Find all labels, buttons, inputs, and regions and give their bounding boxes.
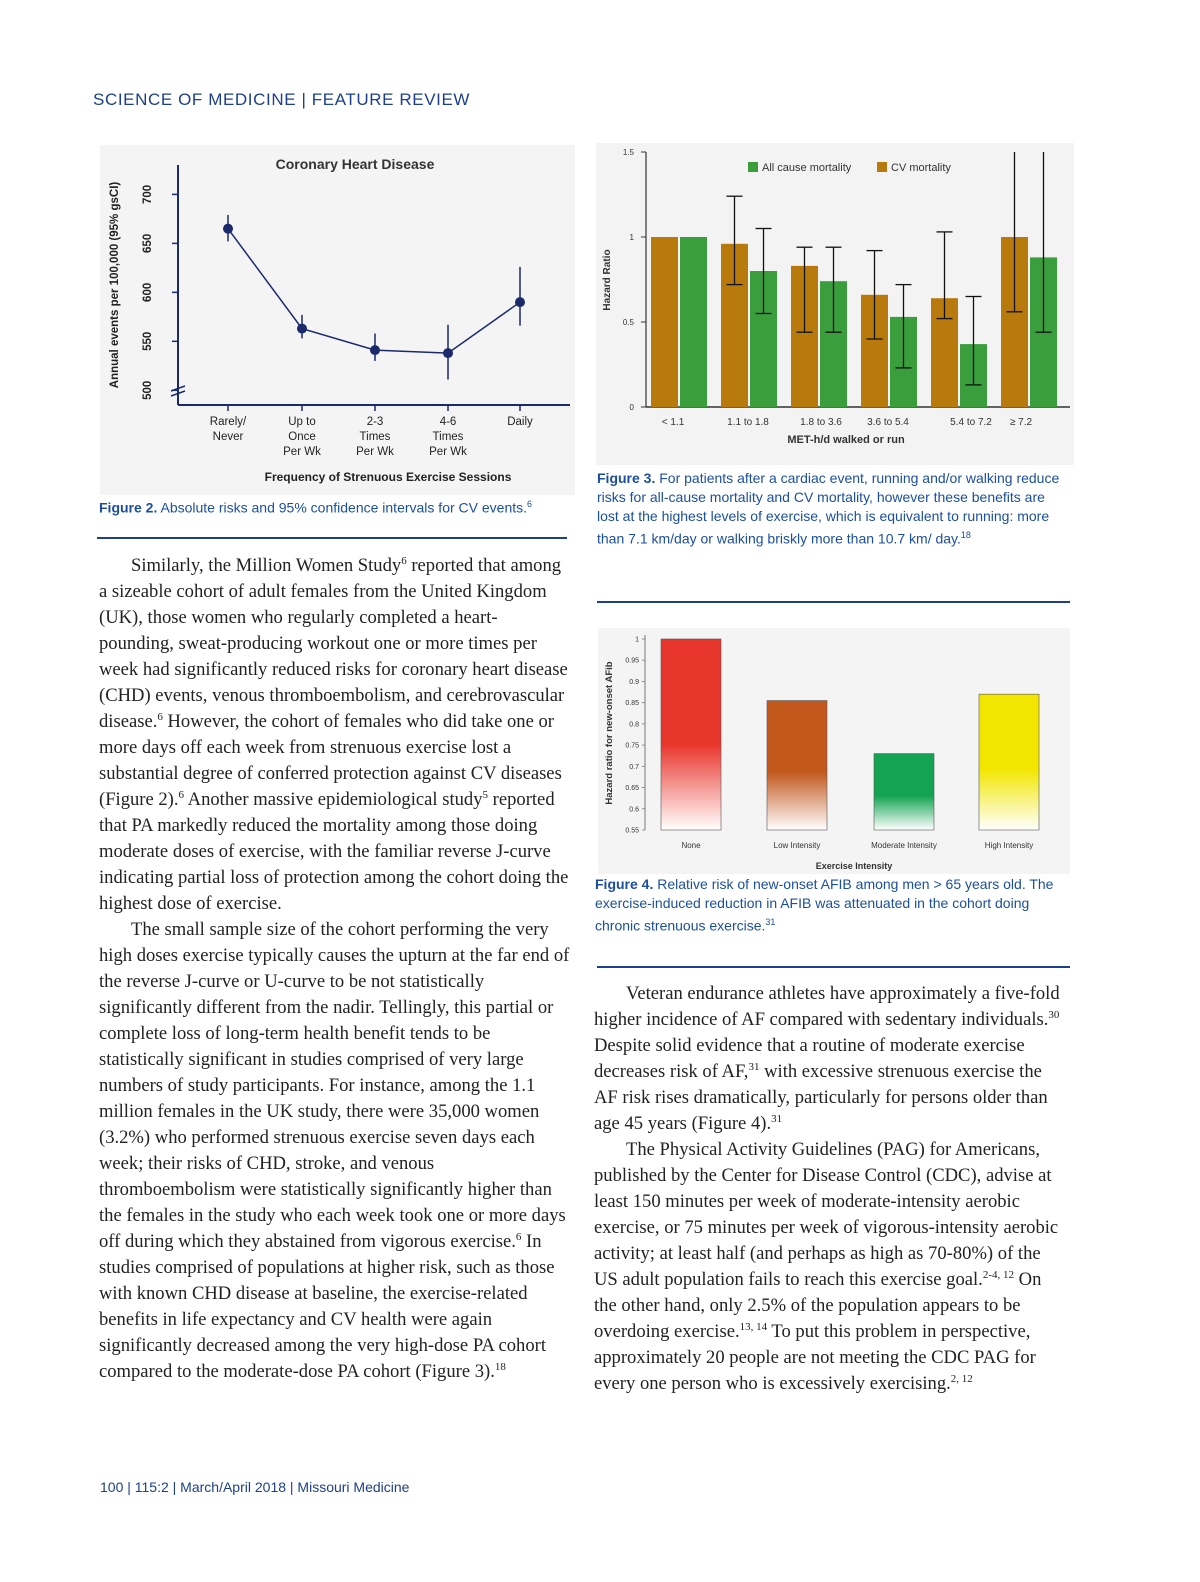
right-p1-text: Veteran endurance athletes have approximately a five-fold higher incidence of AF compared with sedentary individuals. <box>594 983 1060 1030</box>
figure-2-label: Figure 2. <box>99 499 158 516</box>
right-p2-text: The Physical Activity Guidelines (PAG) for Americans, published by the Center for Disease Control (CDC), advise at least 150 minutes per week of moderate-intensity aerobic exercise, or 75 minutes per week of vigorous-intensity aerobic activity; at least half (and perhaps as high as 70-80%) of the US adult population fails to reach this exercise goal. <box>594 1139 1059 1290</box>
x-tick-label-line: Up to <box>288 416 316 428</box>
citation: 31 <box>771 1112 783 1125</box>
left-p1-text: Similarly, the Million Women Study <box>131 555 402 576</box>
left-column <box>99 553 571 1385</box>
left-p1-text: reported that among a sizeable cohort of adult females from the United Kingdom (UK), those women who regularly completed a heart-pounding, sweat-producing workout one or more times per week had significantly reduced risks for coronary heart disease (CHD) events, venous thromboembolism, and cerebrovascular disease. <box>99 555 568 732</box>
section-header: SCIENCE OF MEDICINE | FEATURE REVIEW <box>93 90 471 109</box>
bar <box>661 639 721 830</box>
y-tick-label: 600 <box>142 282 155 302</box>
page-footer: 100 | 115:2 | March/April 2018 | Missouri Medicine <box>100 1479 410 1495</box>
citation: 6 <box>401 554 407 567</box>
y-tick-label: 700 <box>142 184 155 204</box>
right-paragraph-2 <box>594 1137 1068 1397</box>
bar <box>874 754 934 830</box>
divider <box>597 601 1070 603</box>
bar-all-cause <box>680 237 707 407</box>
figure-2-text: Absolute risks and 95% confidence intervals for CV events. <box>160 499 528 516</box>
figure-2-chart <box>100 145 575 495</box>
left-p1-text: However, the cohort of females who did take one or more days off each week from strenuous exercise lost a substantial degree of conferred protection against CV diseases (Figure 2). <box>99 711 562 810</box>
x-tick-label-line: Times <box>359 431 391 443</box>
bar-cv <box>651 237 678 407</box>
legend-label: All cause mortality <box>762 162 852 174</box>
figure-3-text: For patients after a cardiac event, running and/or walking reduce risks for all-cause mortality and CV mortality, however these benefits are lost at the highest levels of exercise, which is equivalent to running: more than 7.1 km/day or walking briskly more than 10.7 km/ day. <box>597 470 1060 547</box>
x-tick-label: High Intensity <box>984 841 1034 850</box>
divider <box>597 966 1070 968</box>
x-tick-label-line: Rarely/ <box>209 416 247 428</box>
x-tick-label-line: Per Wk <box>356 446 394 458</box>
citation: 31 <box>748 1060 760 1073</box>
right-p1-text: with excessive strenuous exercise the AF risk rises dramatically, particularly for persons older than age 45 years (Figure 4). <box>594 1061 1048 1134</box>
y-tick-label: 0 <box>629 403 634 412</box>
x-axis-label: MET-h/d walked or run <box>787 434 905 446</box>
citation: 30 <box>1048 1008 1060 1021</box>
afib-bar-chart <box>598 628 1070 874</box>
y-tick-label: 0.9 <box>629 678 639 686</box>
x-tick-label: 3.6 to 5.4 <box>867 417 909 428</box>
figure-2-ref: 6 <box>527 499 533 509</box>
y-axis-label: Hazard Ratio <box>602 249 613 311</box>
y-tick-label: 0.8 <box>629 721 639 729</box>
y-tick-label: 1 <box>635 636 639 644</box>
figure-3-ref: 18 <box>960 530 971 540</box>
x-tick-label-line: 4-6 <box>439 416 457 428</box>
bar <box>767 701 827 830</box>
citation: 13, 14 <box>739 1320 768 1333</box>
left-paragraph-1 <box>99 553 571 917</box>
x-axis-label: Exercise Intensity <box>815 861 893 871</box>
right-p2-text: On the other hand, only 2.5% of the population appears to be overdoing exercise. <box>594 1269 1042 1342</box>
x-tick-label <box>283 416 321 458</box>
chart-background <box>100 145 575 495</box>
figure-4-caption <box>595 875 1070 936</box>
citation: 5 <box>482 788 489 801</box>
x-tick-label: < 1.1 <box>661 417 685 428</box>
bar <box>979 694 1039 830</box>
data-point <box>370 345 380 355</box>
x-tick-label-line: Daily <box>507 416 533 428</box>
left-p2-text: In studies comprised of populations at higher risk, such as those with known CHD disease at baseline, the exercise-related benefits in life expectancy and CV health were again significantly decreased among the very high-dose PA cohort compared to the moderate-dose PA cohort (Figure 3). <box>99 1231 555 1382</box>
x-tick-label-line: Per Wk <box>429 446 467 458</box>
y-tick-label: 0.5 <box>622 318 634 327</box>
right-p1-text: Despite solid evidence that a routine of moderate exercise decreases risk of AF, <box>594 1035 1025 1082</box>
chart-title: Coronary Heart Disease <box>275 156 435 172</box>
legend-swatch <box>748 162 758 172</box>
left-p2-text: The small sample size of the cohort performing the very high doses exercise typically causes the upturn at the far end of the reverse J-curve or U-curve to be not statistically significantly different from the nadir. Tellingly, this partial or complete loss of long-term health benefit tends to be statistically significant in studies comprised of very large numbers of study participants. For instance, among the 1.1 million females in the UK study, there were 35,000 women (3.2%) who performed strenuous exercise seven days each week; their risks of CHD, stroke, and venous thromboembolism were statistically significantly higher than the females in the study who each week took one or more days off during which they abstained from vigorous exercise. <box>99 919 570 1252</box>
x-tick-label: 1.8 to 3.6 <box>800 417 842 428</box>
x-tick-label-line: Never <box>212 431 244 443</box>
figure-4-chart <box>598 628 1070 874</box>
y-tick-label: 1 <box>629 233 634 242</box>
y-axis-label: Hazard ratio for new-onset AFib <box>604 661 615 805</box>
x-tick-label: Low Intensity <box>773 841 821 850</box>
x-tick-label: None <box>681 841 701 850</box>
left-p1-text: Another massive epidemiological study <box>184 789 483 810</box>
figure-4-ref: 31 <box>765 917 776 927</box>
y-tick-label: 0.65 <box>625 785 639 793</box>
citation: 2-4, 12 <box>982 1268 1014 1281</box>
legend-swatch <box>877 162 887 172</box>
right-paragraph-1 <box>594 981 1068 1137</box>
x-tick-label-line: Times <box>432 431 464 443</box>
x-tick-label <box>507 416 533 428</box>
x-tick-label-line: 2-3 <box>366 416 384 428</box>
figure-4-text: Relative risk of new-onset AFIB among men > 65 years old. The exercise-induced reduction in AFIB was attenuated in the cohort doing chronic strenuous exercise. <box>595 876 1054 934</box>
y-axis-label: Annual events per 100,000 (95% gsCI) <box>109 181 121 389</box>
y-tick-label: 1.5 <box>622 148 634 157</box>
divider <box>97 537 567 539</box>
x-tick-label: ≥ 7.2 <box>1009 417 1033 428</box>
right-p2-text: To put this problem in perspective, approximately 20 people are not meeting the CDC PAG for every one person who is excessively exercising. <box>594 1321 1036 1394</box>
y-tick-label: 0.75 <box>625 742 639 750</box>
x-tick-label: Moderate Intensity <box>871 841 937 850</box>
y-tick-label: 550 <box>142 331 155 351</box>
figure-3-caption <box>597 469 1069 549</box>
citation: 6 <box>515 1230 522 1243</box>
left-paragraph-2 <box>99 917 571 1385</box>
data-point <box>297 324 307 334</box>
data-point <box>515 297 525 307</box>
x-tick-label-line: Once <box>288 431 316 443</box>
left-p1-text: reported that PA markedly reduced the mortality among those doing moderate doses of exercise, with the familiar reverse J-curve indicating partial loss of protection among the cohort doing the highest dose of exercise. <box>99 789 569 914</box>
y-tick-label: 500 <box>142 380 155 400</box>
figure-3-label: Figure 3. <box>597 470 656 486</box>
y-tick-label: 0.85 <box>625 700 639 708</box>
figure-3-chart <box>596 143 1074 465</box>
y-tick-label: 0.6 <box>629 806 639 814</box>
x-axis-label: Frequency of Strenuous Exercise Sessions <box>264 470 512 484</box>
y-tick-label: 650 <box>142 233 155 253</box>
x-tick-label: 1.1 to 1.8 <box>727 417 769 428</box>
y-tick-label: 0.7 <box>629 763 639 771</box>
right-column <box>594 981 1068 1397</box>
data-point <box>443 348 453 358</box>
citation: 18 <box>494 1360 506 1373</box>
y-tick-label: 0.55 <box>625 827 639 835</box>
citation: 2, 12 <box>950 1372 973 1385</box>
citation: 6 <box>178 788 185 801</box>
hazard-ratio-bar-chart <box>596 143 1074 465</box>
figure-2-caption <box>99 495 569 518</box>
citation: 6 <box>157 710 163 723</box>
y-tick-label: 0.95 <box>625 657 639 665</box>
data-point <box>223 224 233 234</box>
legend-label: CV mortality <box>891 162 951 174</box>
chd-line-chart <box>100 145 575 495</box>
x-tick-label-line: Per Wk <box>283 446 321 458</box>
figure-4-label: Figure 4. <box>595 876 654 892</box>
x-tick-label: 5.4 to 7.2 <box>950 417 992 428</box>
